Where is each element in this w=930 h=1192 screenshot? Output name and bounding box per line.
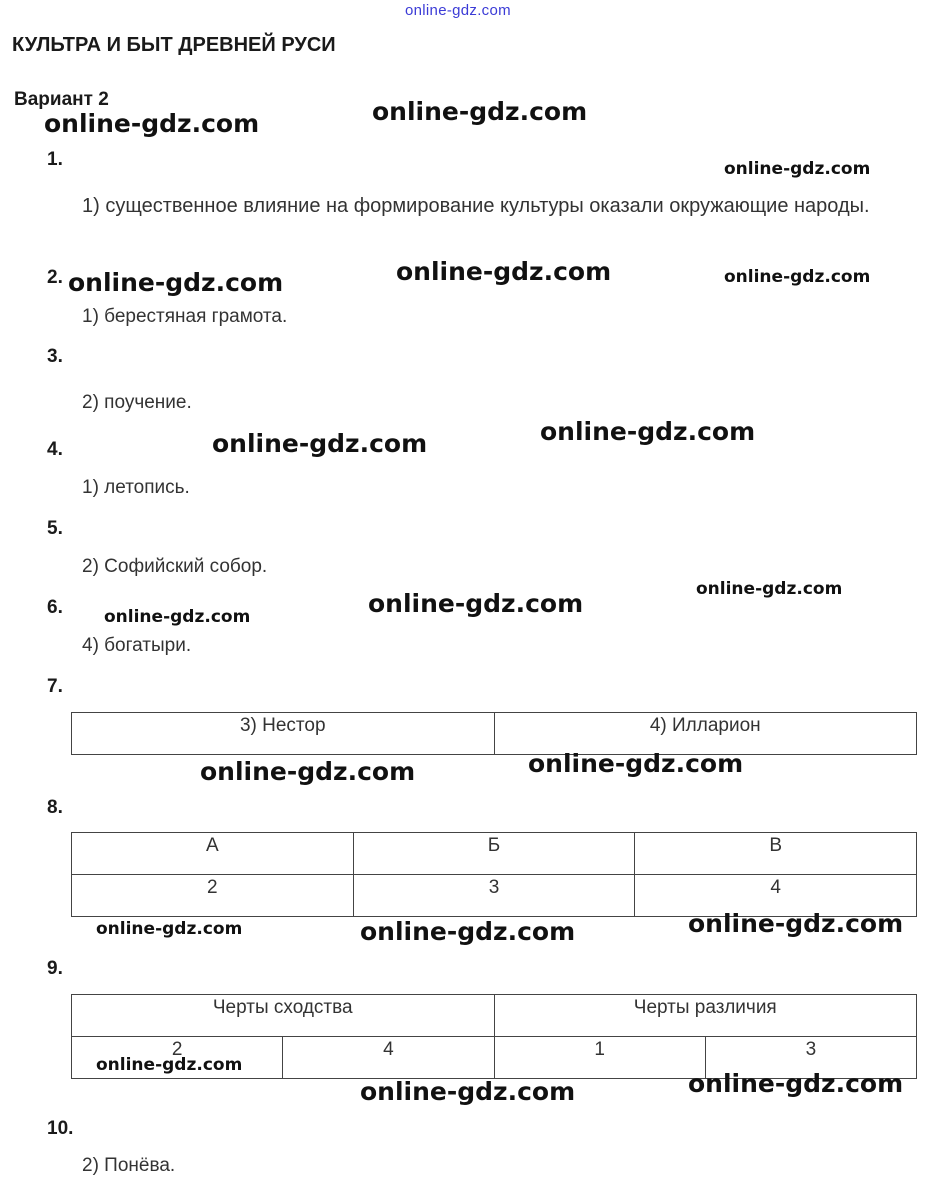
table-cell: 2 xyxy=(72,1037,283,1079)
watermark: online-gdz.com xyxy=(368,589,584,618)
watermark: online-gdz.com xyxy=(688,1069,904,1098)
question-2-number: 2. xyxy=(47,267,63,288)
table-row xyxy=(72,995,917,1037)
question-5-number: 5. xyxy=(47,518,63,539)
watermark: online-gdz.com xyxy=(360,1077,576,1106)
question-9-number: 9. xyxy=(47,958,63,979)
watermark: online-gdz.com xyxy=(96,1055,243,1075)
watermark: online-gdz.com xyxy=(528,749,744,778)
question-5-answer: 2) Софийский собор. xyxy=(82,556,268,577)
question-1-answer: 1) существенное влияние на формирование культуры оказали окружающие народы. xyxy=(82,195,870,217)
table-cell: 3 xyxy=(353,875,635,917)
table-header-cell: В xyxy=(635,833,917,875)
question-6-number: 6. xyxy=(47,597,63,618)
table-7 xyxy=(71,712,917,755)
question-4-number: 4. xyxy=(47,439,63,460)
table-cell: 4) Илларион xyxy=(494,713,917,755)
watermark: online-gdz.com xyxy=(68,268,284,297)
table-8 xyxy=(71,832,917,917)
table-row xyxy=(72,833,917,875)
question-8-number: 8. xyxy=(47,797,63,818)
table-cell: 3) Нестор xyxy=(72,713,495,755)
table-header-cell: Черты различия xyxy=(494,995,917,1037)
table-cell: 1 xyxy=(494,1037,705,1079)
question-10-number: 10. xyxy=(47,1118,74,1139)
table-header-cell: А xyxy=(72,833,354,875)
watermark: online-gdz.com xyxy=(540,417,756,446)
question-6-answer: 4) богатыри. xyxy=(82,635,192,656)
question-3-number: 3. xyxy=(47,346,63,367)
question-1-number: 1. xyxy=(47,149,63,170)
watermark: online-gdz.com xyxy=(724,267,871,287)
watermark: online-gdz.com xyxy=(696,579,843,599)
question-7-number: 7. xyxy=(47,676,63,697)
site-logo-text[interactable]: online-gdz.com xyxy=(405,2,511,19)
watermark: online-gdz.com xyxy=(724,159,871,179)
table-cell: 4 xyxy=(283,1037,494,1079)
watermark: online-gdz.com xyxy=(44,109,260,138)
question-10-answer: 2) Понёва. xyxy=(82,1155,176,1176)
watermark: online-gdz.com xyxy=(396,257,612,286)
watermark: online-gdz.com xyxy=(372,97,588,126)
watermark: online-gdz.com xyxy=(200,757,416,786)
table-cell: 4 xyxy=(635,875,917,917)
watermark: online-gdz.com xyxy=(96,919,243,939)
question-2-answer: 1) берестяная грамота. xyxy=(82,306,288,327)
watermark: online-gdz.com xyxy=(688,909,904,938)
table-header-cell: Б xyxy=(353,833,635,875)
watermark: online-gdz.com xyxy=(104,607,251,627)
question-4-answer: 1) летопись. xyxy=(82,477,190,498)
question-3-answer: 2) поучение. xyxy=(82,392,192,413)
watermark: online-gdz.com xyxy=(212,429,428,458)
table-header-cell: Черты сходства xyxy=(72,995,495,1037)
page-title: КУЛЬТРА И БЫТ ДРЕВНЕЙ РУСИ xyxy=(12,34,336,56)
watermark: online-gdz.com xyxy=(360,917,576,946)
table-row xyxy=(72,713,917,755)
table-cell: 3 xyxy=(705,1037,916,1079)
table-cell: 2 xyxy=(72,875,354,917)
variant-heading: Вариант 2 xyxy=(14,89,109,110)
